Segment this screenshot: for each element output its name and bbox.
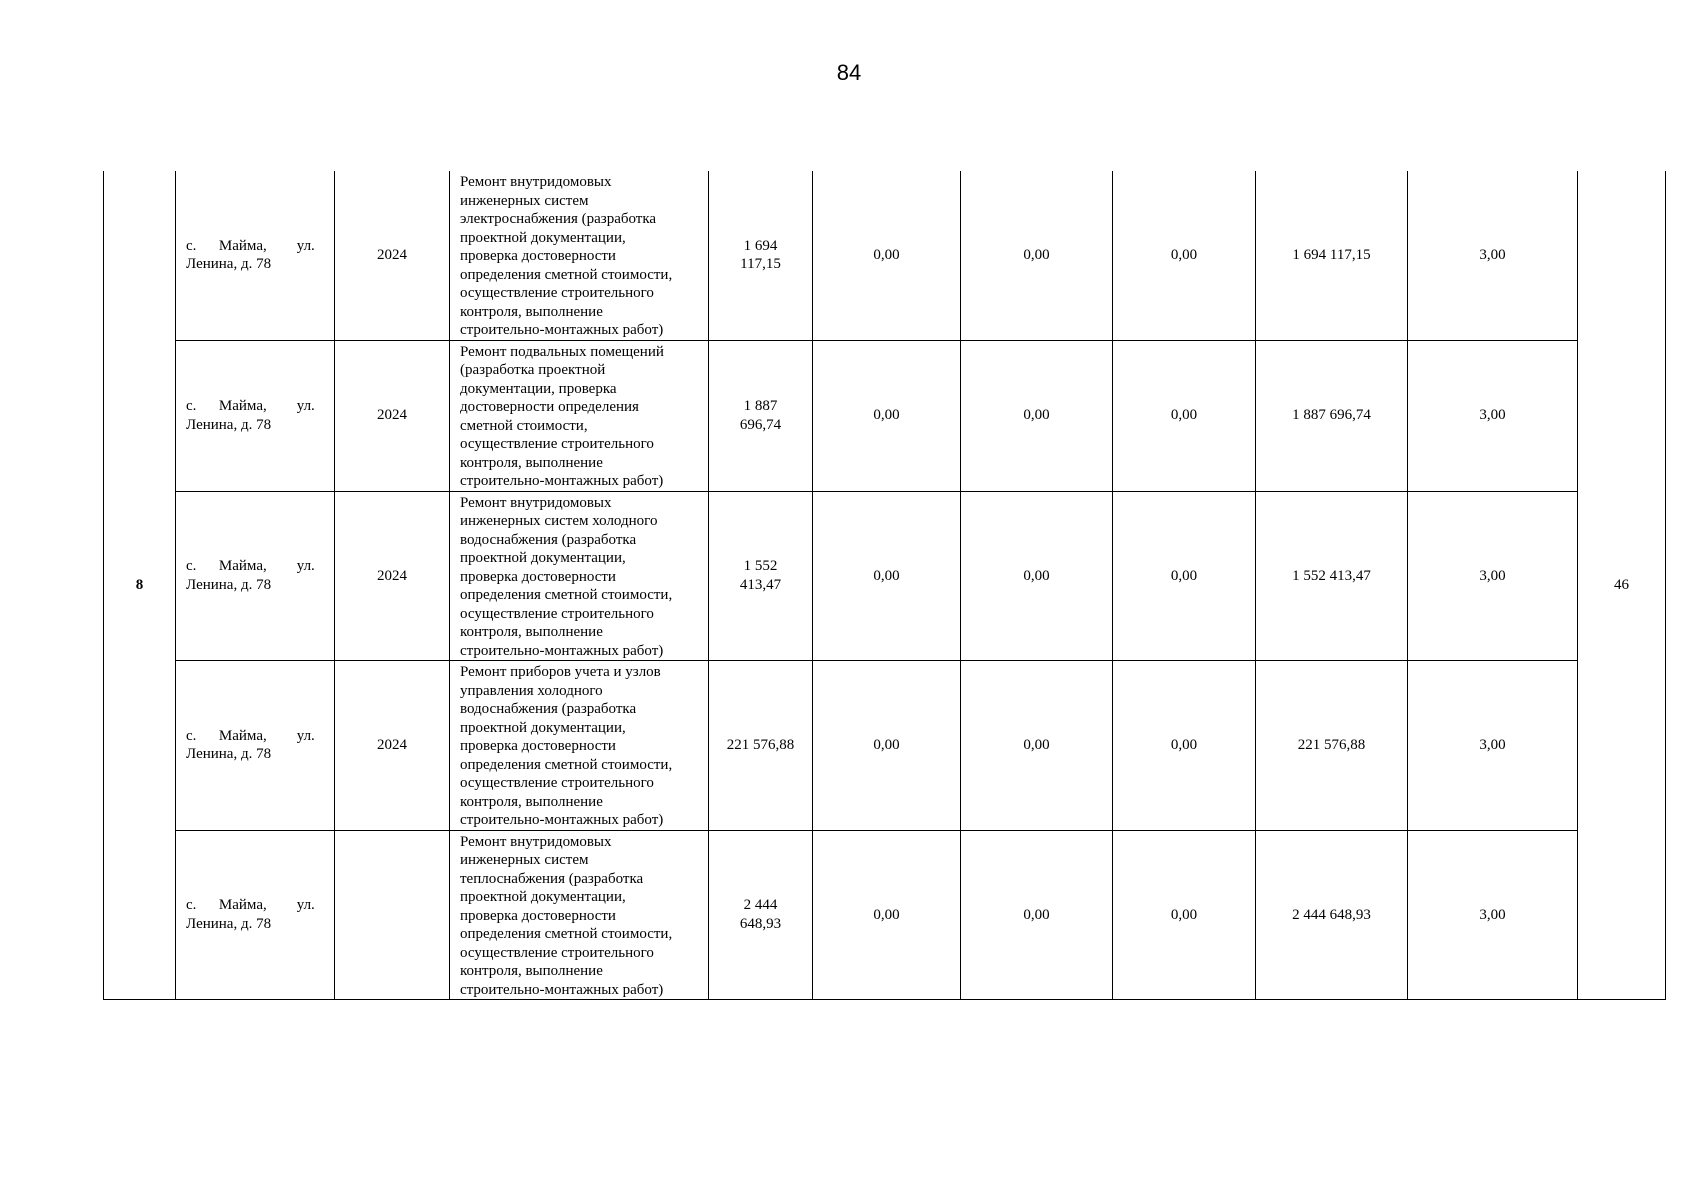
description-line: проектной документации, [460,550,626,566]
table-body [104,171,1666,1000]
rate-cell: 3,00 [1408,171,1578,340]
description-line: Ремонт внутридомовых [460,494,612,511]
description-line: определения сметной стоимости, [460,756,673,773]
cost-line: 413,47 [739,576,782,593]
description-line: контроля, выполнение [460,454,603,471]
address-cell [176,340,335,491]
description-line: осуществление строительного [460,944,654,961]
year-cell: 2024 [335,661,450,831]
address-line: с. Майма, ул. [186,897,315,914]
address-line: с. Майма, ул. [186,398,315,414]
description-cell [450,491,709,661]
description-line: осуществление строительного [460,775,654,791]
rate-cell: 3,00 [1408,661,1578,831]
cost-line: 696,74 [739,416,782,433]
description-line: контроля, выполнение [460,303,603,320]
cost-line: 1 694 [743,237,778,254]
value-cell: 0,00 [961,340,1113,491]
value-cell: 0,00 [1113,340,1256,491]
description-line: водоснабжения (разработка [460,531,637,548]
description-line: строительно-монтажных работ) [460,473,664,489]
address-line: Ленина, д. 78 [186,915,272,932]
cost-cell [709,661,813,831]
description-line: проектной документации, [460,719,626,736]
group-number: 8 [104,171,176,1000]
description-cell [450,340,709,491]
address-line: Ленина, д. 78 [186,746,272,763]
description-line: определения сметной стоимости, [460,266,673,283]
value-cell: 0,00 [813,830,961,1000]
total-cell: 1 694 117,15 [1256,171,1408,340]
description-line: строительно-монтажных работ) [460,642,664,659]
description-line: водоснабжения (разработка [460,701,637,717]
address-cell [176,830,335,1000]
description-line: управления холодного [460,682,603,699]
description-line: электроснабжения (разработка [460,211,657,227]
cost-line: 1 552 [743,558,778,575]
table-row [104,830,1666,1000]
description-line: строительно-монтажных работ) [460,981,664,998]
year-cell: 2024 [335,491,450,661]
year-cell [335,830,450,1000]
cost-line: 648,93 [739,915,782,932]
cost-line: 221 576,88 [726,737,795,753]
cost-cell [709,171,813,340]
description-line: документации, проверка [460,380,617,397]
description-line: (разработка проектной [460,362,606,378]
description-line: инженерных систем [460,192,589,209]
description-line: осуществление строительного [460,436,654,452]
address-cell [176,661,335,831]
description-line: проверка достоверности [460,738,616,754]
value-cell: 0,00 [1113,661,1256,831]
total-cell: 221 576,88 [1256,661,1408,831]
cost-line: 117,15 [740,256,781,273]
cost-cell [709,491,813,661]
address-line: Ленина, д. 78 [186,416,272,433]
year-cell: 2024 [335,171,450,340]
description-line: достоверности определения [460,399,639,415]
group-last-value: 46 [1578,171,1666,1000]
table-row [104,661,1666,831]
value-cell: 0,00 [813,661,961,831]
value-cell: 0,00 [1113,491,1256,661]
value-cell: 0,00 [961,661,1113,831]
description-line: Ремонт подвальных помещений [460,343,664,360]
value-cell: 0,00 [813,171,961,340]
table-row [104,171,1666,340]
value-cell: 0,00 [813,340,961,491]
year-cell: 2024 [335,340,450,491]
description-line: сметной стоимости, [460,417,588,434]
address-cell [176,491,335,661]
address-line: Ленина, д. 78 [186,256,272,273]
description-line: контроля, выполнение [460,793,603,810]
address-line: с. Майма, ул. [186,237,315,254]
description-line: инженерных систем холодного [460,513,658,529]
description-line: проверка достоверности [460,568,616,585]
address-cell [176,171,335,340]
rate-cell: 3,00 [1408,491,1578,661]
description-line: Ремонт внутридомовых [460,174,612,190]
page-number: 84 [836,60,862,85]
description-line: определения сметной стоимости, [460,926,673,942]
description-line: проектной документации, [460,229,626,246]
address-line: с. Майма, ул. [186,727,315,744]
total-cell: 1 552 413,47 [1256,491,1408,661]
rate-cell: 3,00 [1408,340,1578,491]
value-cell: 0,00 [961,830,1113,1000]
value-cell: 0,00 [1113,830,1256,1000]
description-line: Ремонт приборов учета и узлов [460,664,661,680]
description-line: проверка достоверности [460,248,616,264]
address-line: Ленина, д. 78 [186,576,272,593]
repair-works-table [103,171,1666,1000]
table-row [104,340,1666,491]
cost-line: 2 444 [743,897,778,914]
rate-cell: 3,00 [1408,830,1578,1000]
description-cell [450,830,709,1000]
description-line: определения сметной стоимости, [460,587,673,603]
description-cell [450,661,709,831]
cost-line: 1 887 [743,398,778,414]
value-cell: 0,00 [961,491,1113,661]
address-line: с. Майма, ул. [186,558,315,575]
description-line: инженерных систем [460,852,589,868]
cost-cell [709,830,813,1000]
description-line: строительно-монтажных работ) [460,322,664,338]
description-cell [450,171,709,340]
description-line: контроля, выполнение [460,624,603,640]
description-line: осуществление строительного [460,285,654,301]
total-cell: 1 887 696,74 [1256,340,1408,491]
description-line: контроля, выполнение [460,963,603,979]
value-cell: 0,00 [813,491,961,661]
table-row [104,491,1666,661]
description-line: Ремонт внутридомовых [460,833,612,850]
description-line: строительно-монтажных работ) [460,812,664,828]
description-line: проектной документации, [460,889,626,905]
total-cell: 2 444 648,93 [1256,830,1408,1000]
description-line: проверка достоверности [460,907,616,924]
value-cell: 0,00 [1113,171,1256,340]
cost-cell [709,340,813,491]
description-line: теплоснабжения (разработка [460,870,644,887]
value-cell: 0,00 [961,171,1113,340]
description-line: осуществление строительного [460,605,654,622]
